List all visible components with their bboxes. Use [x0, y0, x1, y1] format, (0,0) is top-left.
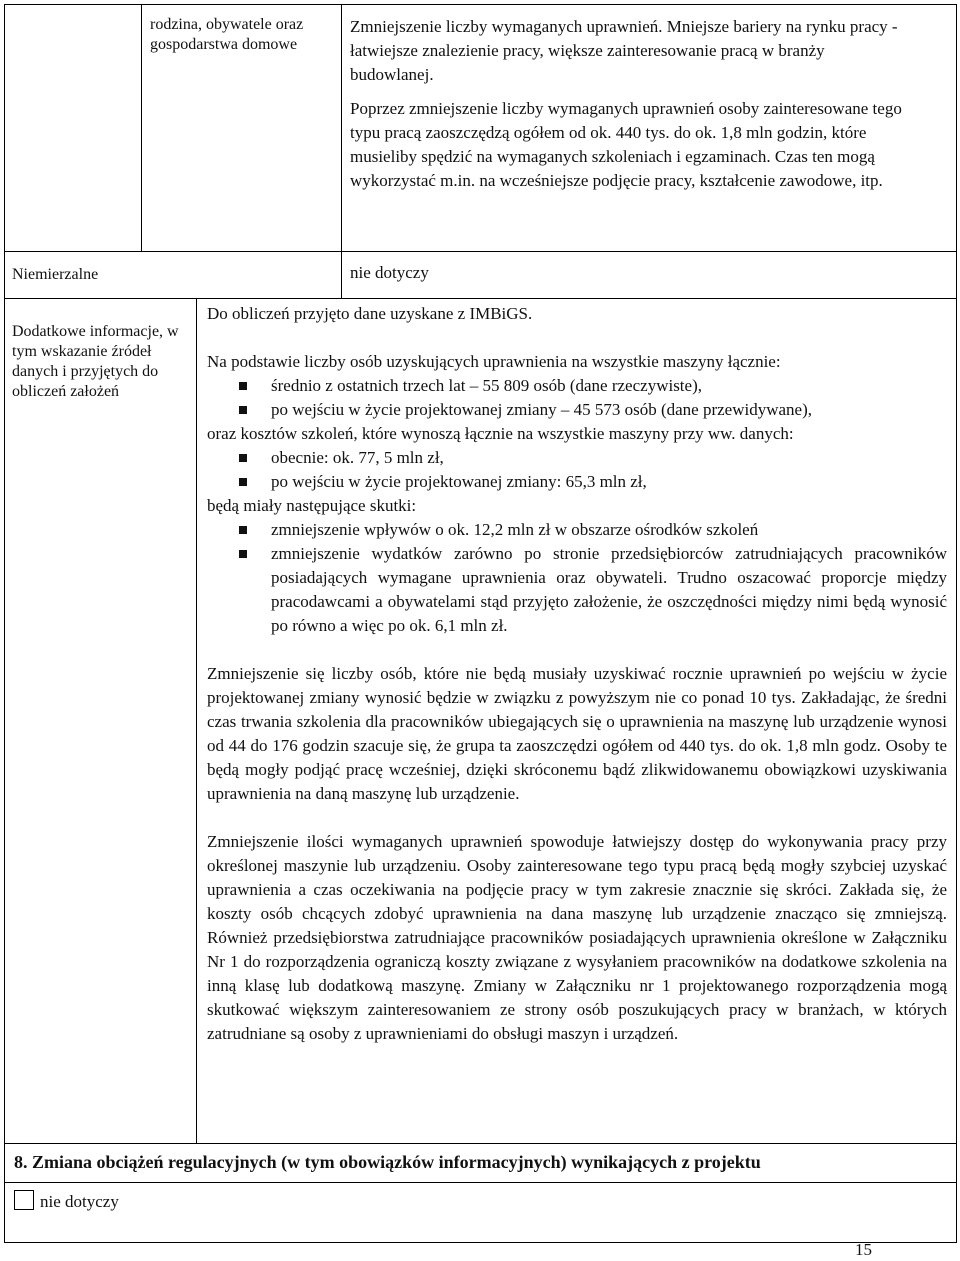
row3-divider: [196, 298, 197, 1143]
row1-bottom: [4, 251, 957, 252]
row1-divider-right: [341, 4, 342, 298]
table-border-top: [4, 4, 957, 5]
row3-paragraph-1: Do obliczeń przyjęto dane uzyskane z IMBiGS.: [207, 304, 533, 323]
section8-divider: [4, 1182, 957, 1183]
bullet-list-2: [207, 446, 947, 494]
row1-left-text: rodzina, obywatele oraz gospodarstwa domowe: [150, 16, 304, 53]
bullet-list-3: [207, 518, 947, 638]
row1-right-paragraph-2: Poprzez zmniejszenie liczby wymaganych uprawnień osoby zainteresowane tego typu pracą zaoszczędzą ogółem od ok. 440 tys. do ok. 1,8 mln godzin, które musieliby spędzić na wymaganych szkoleniach i egzaminach. Czas ten mogą wykorzystać m.in. na wcześniejsze podjęcie pracy, kształcenie zawodowe, itp.: [350, 99, 902, 190]
row2-right-text: nie dotyczy: [350, 263, 429, 282]
row1-divider-left: [141, 4, 142, 251]
row2-left-cell: [12, 265, 98, 285]
row2-bottom: [4, 298, 957, 299]
checkbox-label: nie dotyczy: [40, 1192, 119, 1211]
section8-top: [4, 1143, 957, 1144]
bullet-item: po wejściu w życie projektowanej zmiany – 45 573 osób (dane przewidywane),: [207, 398, 947, 422]
table-border-right: [956, 4, 957, 1243]
row1-right-cell: [350, 15, 905, 193]
bullet-item: obecnie: ok. 77, 5 mln zł,: [207, 446, 947, 470]
row3-paragraph-6: Zmniejszenie ilości wymaganych uprawnień spowoduje łatwiejszy dostęp do wykonywania pracy przy określonej maszynie lub urządzeniu. Osoby zainteresowane tego typu pracą będą mogły szybciej uzyskać uprawnienia a czas oczekiwania na podjęcie pracy w tym zakresie znacznie się skróci. Zakłada się, że koszty osób chcących zdobyć uprawnienia na dana maszynę lub urządzenie znacząco się zmniejszą. Również przedsiębiorstwa zatrudniające pracowników posiadających uprawnienia określone w Załączniku Nr 1 do rozporządzenia ograniczą koszty związane z wysyłaniem pracowników na dodatkowe szkolenia na inną klasę lub dodatkową maszynę. Zmiany w Załączniku nr 1 projektowanego rozporządzenia mogą skutkować większym zainteresowaniem ze strony osób poszukujących pracy w branżach, w których zatrudniane są osoby z uprawnieniami do obsługi maszyn i urządzeń.: [207, 832, 947, 1043]
section-8-title: 8. Zmiana obciążeń regulacyjnych (w tym obowiązków informacyjnych) wynikających z projektu: [14, 1152, 761, 1172]
row1-right-paragraph-1: Zmniejszenie liczby wymaganych uprawnień. Mniejsze bariery na rynku pracy - łatwiejsze znalezienie pracy, większe zainteresowanie pracą w branży budowlanej.: [350, 17, 898, 84]
row3-paragraph-2: Na podstawie liczby osób uzyskujących uprawnienia na wszystkie maszyny łącznie:: [207, 352, 781, 371]
row2-left-text: Niemierzalne: [12, 266, 99, 283]
table-border-left: [4, 4, 5, 1243]
section-8-option[interactable]: [14, 1190, 119, 1214]
checkbox-icon[interactable]: [14, 1190, 34, 1210]
row1-left-cell: [150, 15, 335, 55]
row3-paragraph-3: oraz kosztów szkoleń, które wynoszą łącznie na wszystkie maszyny przy ww. danych:: [207, 424, 794, 443]
row2-right-cell: [350, 263, 429, 283]
bullet-item: po wejściu w życie projektowanej zmiany: 65,3 mln zł,: [207, 470, 947, 494]
page-number: 15: [855, 1240, 872, 1259]
bullet-item: zmniejszenie wydatków zarówno po stronie przedsiębiorców zatrudniających pracowników posiadających wymagane uprawnienia oraz obywateli. Trudno oszacować proporcje między pracodawcami a obywatelami stąd przyjęto założenie, że oszczędności między nimi będą wynosić po równo a więc po ok. 6,1 mln zł.: [207, 542, 947, 638]
table-border-bottom: [4, 1242, 957, 1243]
row3-paragraph-4: będą miały następujące skutki:: [207, 496, 417, 515]
bullet-list-1: [207, 374, 947, 422]
row3-right-cell: [207, 302, 947, 1046]
bullet-item: średnio z ostatnich trzech lat – 55 809 osób (dane rzeczywiste),: [207, 374, 947, 398]
row3-left-text: Dodatkowe informacje, w tym wskazanie źródeł danych i przyjętych do obliczeń założeń: [12, 323, 179, 400]
bullet-item: zmniejszenie wpływów o ok. 12,2 mln zł w obszarze ośrodków szkoleń: [207, 518, 947, 542]
row3-left-cell: [12, 322, 190, 402]
row3-paragraph-5: Zmniejszenie się liczby osób, które nie będą musiały uzyskiwać rocznie uprawnień po wejściu w życie projektowanej zmiany wynosić będzie w związku z powyższym nie co ponad 10 tys. Zakładając, że średni czas trwania szkolenia dla pracowników ubiegających się o uprawnienia na maszynę lub urządzenie wynosi od 44 do 176 godzin szacuje się, że grupa ta zaoszczędzi ogółem od 440 tys. do ok. 1,8 mln godz. Osoby te będą mogły podjąć pracę wcześniej, dzięki skróconemu bądź zlikwidowanemu obowiązkowi uzyskiwania uprawnienia na daną maszynę lub urządzenie.: [207, 664, 947, 803]
